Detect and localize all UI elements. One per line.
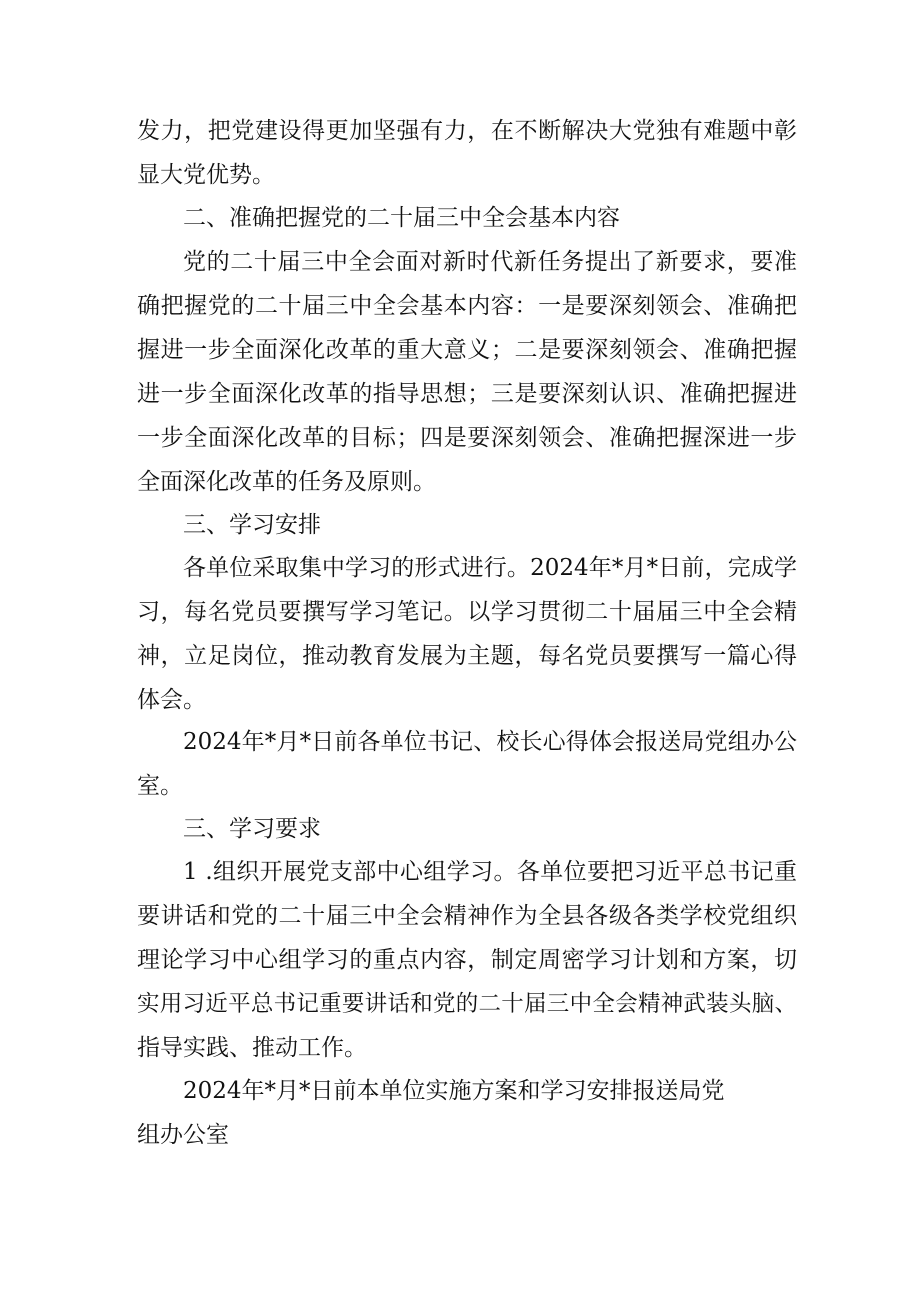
paragraph-line: 组办公室: [137, 1122, 229, 1148]
section-heading: 二、准确把握党的二十届三中全会基本内容: [183, 205, 620, 231]
paragraph-line: 2024年*月*日前各单位书记、校长心得体会报送局党组办公: [183, 729, 797, 755]
paragraph-line: 进一步全面深化改革的指导思想；三是要深刻认识、准确把握进: [137, 381, 797, 407]
section-heading: 三、学习安排: [183, 512, 321, 538]
paragraph-line: 理论学习中心组学习的重点内容，制定周密学习计划和方案，切: [137, 947, 797, 973]
paragraph-line: 要讲话和党的二十届三中全会精神作为全县各级各类学校党组织: [137, 903, 797, 929]
paragraph-line: 显大党优势。: [137, 162, 275, 188]
paragraph-line: 确把握党的二十届三中全会基本内容：一是要深刻领会、准确把: [137, 293, 797, 319]
section-heading: 三、学习要求: [183, 816, 321, 842]
paragraph-line: 2024年*月*日前本单位实施方案和学习安排报送局党: [183, 1078, 725, 1104]
paragraph-line: 握进一步全面深化改革的重大意义；二是要深刻领会、准确把握: [137, 337, 797, 363]
paragraph-line: 实用习近平总书记重要讲话和党的二十届三中全会精神武装头脑、: [137, 991, 797, 1017]
paragraph-line: 体会。: [137, 687, 206, 713]
paragraph-line: 室。: [137, 773, 183, 799]
paragraph-line: 全面深化改革的任务及原则。: [137, 469, 436, 495]
paragraph-line: 习，每名党员要撰写学习笔记。以学习贯彻二十届届三中全会精: [137, 599, 797, 625]
paragraph-line: 1 .组织开展党支部中心组学习。各单位要把习近平总书记重: [183, 859, 797, 885]
paragraph-line: 发力，把党建设得更加坚强有力，在不断解决大党独有难题中彰: [137, 118, 797, 144]
paragraph-line: 党的二十届三中全会面对新时代新任务提出了新要求，要准: [183, 249, 797, 275]
paragraph-line: 指导实践、推动工作。: [137, 1035, 367, 1061]
paragraph-line: 各单位采取集中学习的形式进行。2024年*月*日前，完成学: [183, 555, 797, 581]
paragraph-line: 神，立足岗位，推动教育发展为主题，每名党员要撰写一篇心得: [137, 643, 797, 669]
paragraph-line: 一步全面深化改革的目标；四是要深刻领会、准确把握深进一步: [137, 425, 797, 451]
